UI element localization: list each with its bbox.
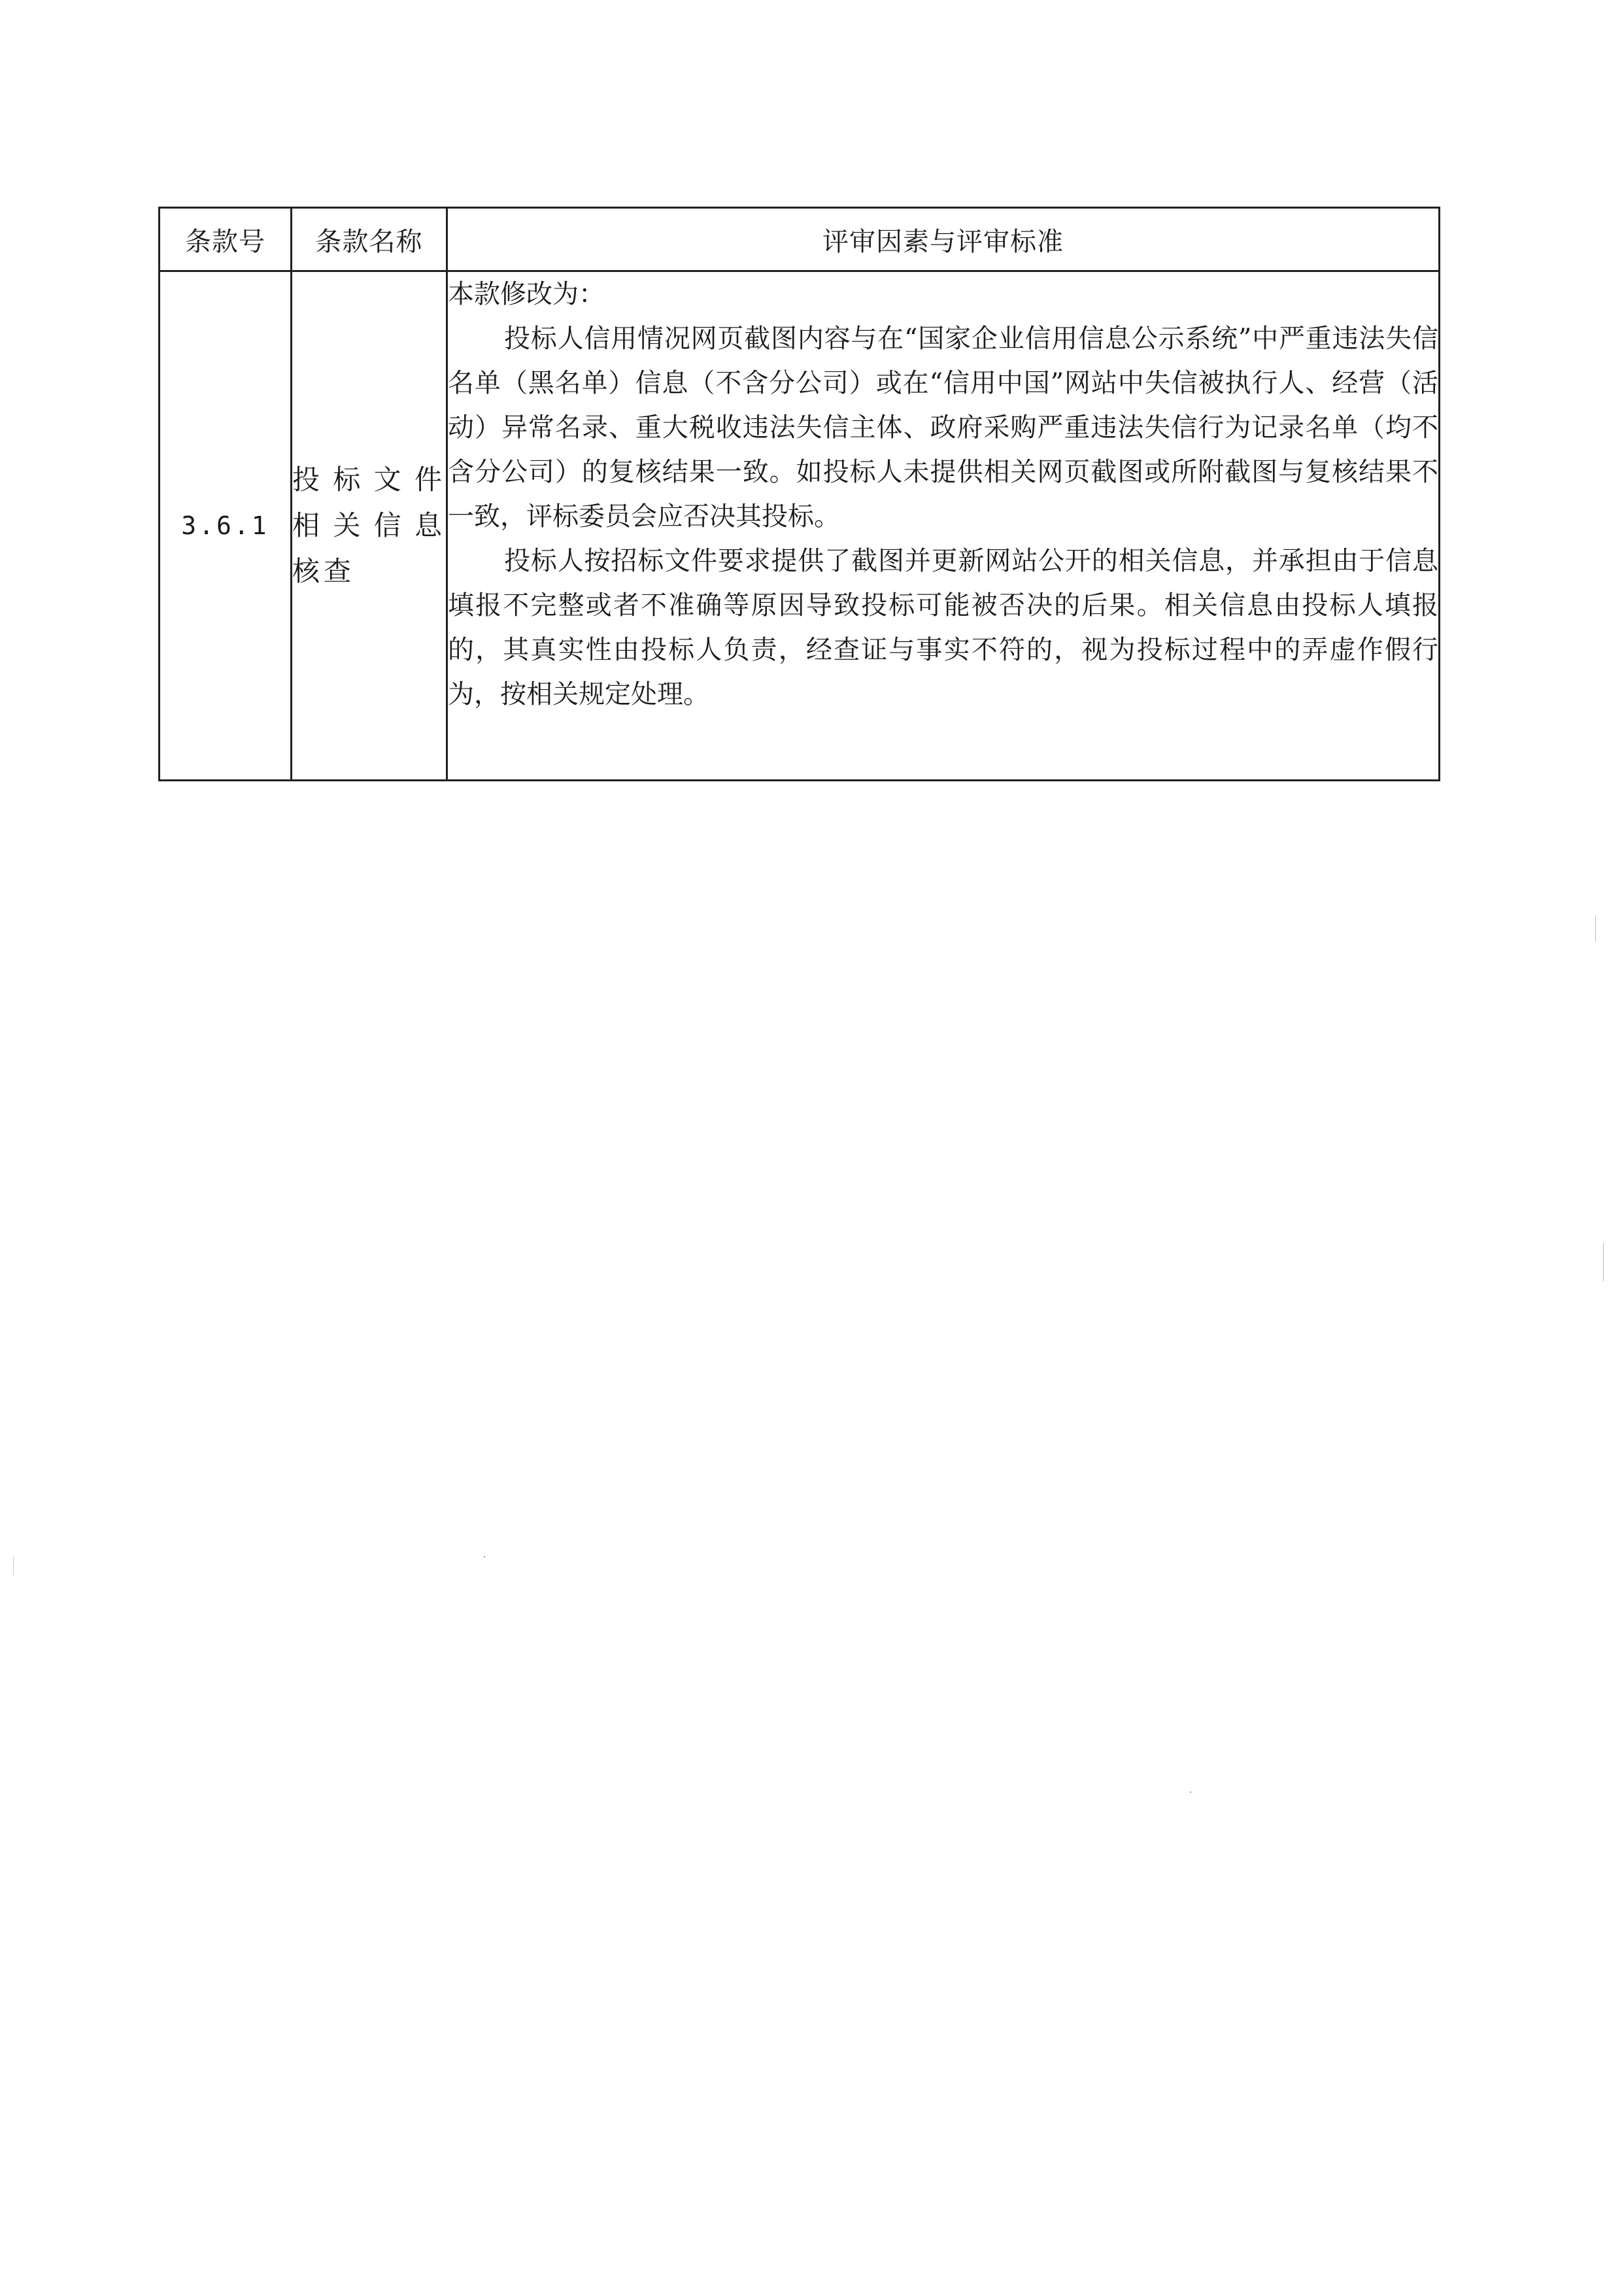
scan-speck	[1190, 1792, 1191, 1793]
table-row	[160, 271, 1440, 781]
header-clause-no: 条款号	[160, 208, 292, 271]
criteria-cell	[447, 271, 1440, 781]
scan-speck	[1603, 1242, 1604, 1282]
scan-speck	[1595, 915, 1596, 942]
criteria-paragraph-1: 投标人信用情况网页截图内容与在“国家企业信用信息公示系统”中严重违法失信名单（黑名单）信息（不含分公司）或在“信用中国”网站中失信被执行人、经营（活动）异常名录、重大税收违法失信主体、政府采购严重违法失信行为记录名单（均不含分公司）的复核结果一致。如投标人未提供相关网页截图或所附截图与复核结果不一致，评标委员会应否决其投标。	[448, 324, 1438, 532]
evaluation-criteria-table	[158, 207, 1440, 781]
clause-name-cell: 投标文件相关信息核查	[292, 271, 447, 781]
criteria-paragraph-2: 投标人按招标文件要求提供了截图并更新网站公开的相关信息，并承担由于信息填报不完整或者不准确等原因导致投标可能被否决的后果。相关信息由投标人填报的，其真实性由投标人负责，经查证与事实不符的，视为投标过程中的弄虚作假行为，按相关规定处理。	[448, 546, 1438, 709]
criteria-intro: 本款修改为：	[448, 279, 605, 309]
header-criteria: 评审因素与评审标准	[447, 208, 1440, 271]
table-header-row	[160, 208, 1440, 271]
clause-number-cell: 3.6.1	[160, 271, 292, 781]
header-clause-name: 条款名称	[292, 208, 447, 271]
scan-speck	[484, 1556, 485, 1557]
scan-speck	[13, 1556, 14, 1576]
